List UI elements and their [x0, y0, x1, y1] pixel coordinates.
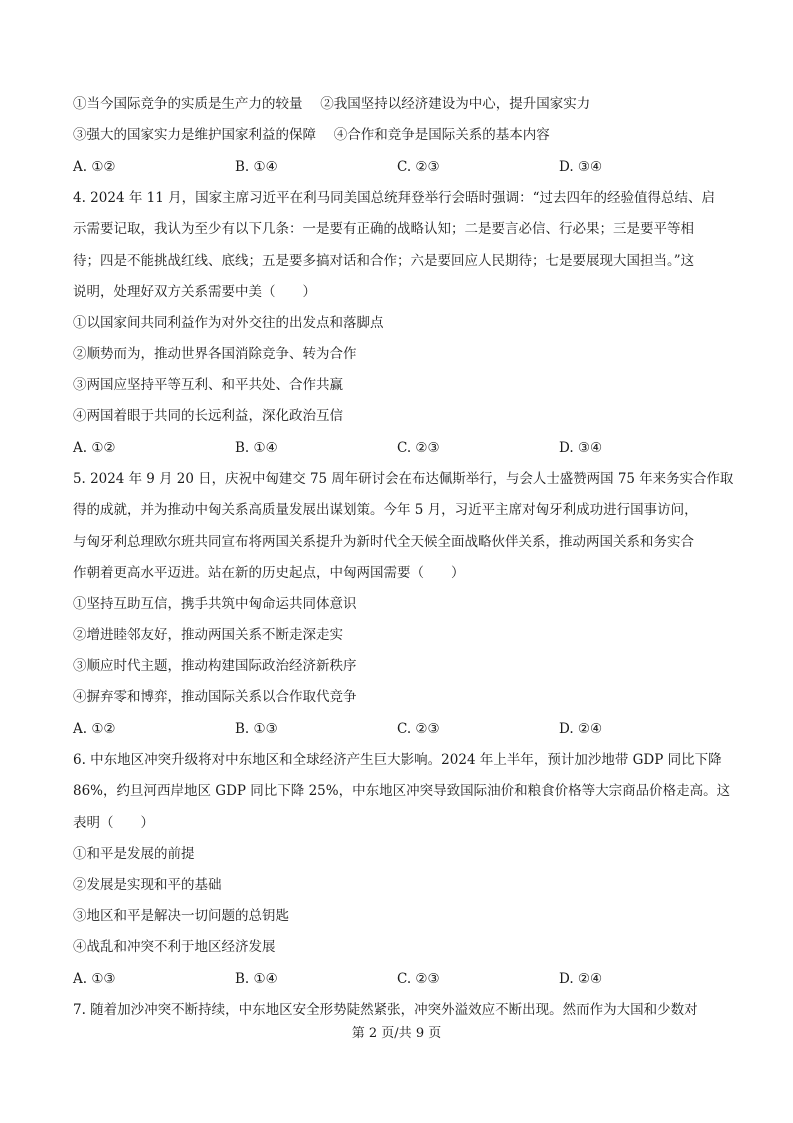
- q6-option-a[interactable]: A. ①③: [73, 971, 116, 987]
- q4-option-d[interactable]: D. ③④: [559, 440, 603, 456]
- q6-option-d[interactable]: D. ②④: [559, 971, 603, 987]
- q4-stem-line-4: 说明，处理好双方关系需要中美（ ）: [73, 284, 316, 300]
- q5-stem-line-3: 与匈牙利总理欧尔班共同宣布将两国关系提升为新时代全天候全面战略伙伴关系，推动两国关系和务实合: [73, 534, 694, 550]
- q5-stem-line-2: 得的成就，并为推动中匈关系高质量发展出谋划策。今年 5 月，习近平主席对匈牙利成功进行国事访问，: [73, 502, 698, 518]
- q3-option-a[interactable]: A. ①②: [73, 159, 116, 175]
- q3-option-c[interactable]: C. ②③: [397, 159, 440, 175]
- page-footer: 第 2 页/共 9 页: [351, 1026, 442, 1041]
- q6-statement-1: ①和平是发展的前提: [73, 846, 195, 862]
- q5-statement-2: ②增进睦邻友好，推动两国关系不断走深走实: [73, 627, 343, 643]
- q3-option-d[interactable]: D. ③④: [559, 159, 603, 175]
- q4-option-a[interactable]: A. ①②: [73, 440, 116, 456]
- q3-statement-3-4: ③强大的国家实力是维护国家利益的保障 ④合作和竞争是国际关系的基本内容: [73, 127, 550, 143]
- q5-stem-line-1: 5. 2024 年 9 月 20 日，庆祝中匈建交 75 周年研讨会在布达佩斯举行，与会人士盛赞两国 75 年来务实合作取: [73, 471, 734, 487]
- q6-statement-3: ③地区和平是解决一切问题的总钥匙: [73, 908, 289, 924]
- q4-statement-1: ①以国家间共同利益作为对外交往的出发点和落脚点: [73, 315, 384, 331]
- q4-stem-line-3: 待；四是不能挑战红线、底线；五是要多搞对话和合作；六是要回应人民期待；七是要展现大国担当。”这: [73, 253, 695, 269]
- q6-option-b[interactable]: B. ①④: [235, 971, 278, 987]
- q6-options: [73, 970, 733, 988]
- q3-option-b[interactable]: B. ①④: [235, 159, 278, 175]
- q6-stem-line-2: 86%，约旦河西岸地区 GDP 同比下降 25%，中东地区冲突导致国际油价和粮食价格等大宗商品价格走高。这: [73, 783, 731, 799]
- q4-options: [73, 439, 733, 457]
- q6-statement-4: ④战乱和冲突不利于地区经济发展: [73, 939, 276, 955]
- q5-option-c[interactable]: C. ②③: [397, 721, 440, 737]
- q5-statement-1: ①坚持互助互信，携手共筑中匈命运共同体意识: [73, 596, 357, 612]
- q5-option-a[interactable]: A. ①②: [73, 721, 116, 737]
- q4-stem-line-2: 示需要记取，我认为至少有以下几条：一是要有正确的战略认知；二是要言必信、行必果；三是要平等相: [73, 221, 694, 237]
- q6-stem-line-1: 6. 中东地区冲突升级将对中东地区和全球经济产生巨大影响。2024 年上半年，预计加沙地带 GDP 同比下降: [73, 752, 722, 768]
- q3-options: [73, 158, 733, 176]
- q5-options: [73, 720, 733, 738]
- q4-statement-2: ②顺势而为，推动世界各国消除竞争、转为合作: [73, 346, 357, 362]
- q5-statement-4: ④摒弃零和博弈，推动国际关系以合作取代竞争: [73, 689, 357, 705]
- q7-stem-line-1: 7. 随着加沙冲突不断持续，中东地区安全形势陡然紧张，冲突外溢效应不断出现。然而作为大国和少数对: [73, 1002, 698, 1018]
- q5-stem-line-4: 作朝着更高水平迈进。站在新的历史起点，中匈两国需要（ ）: [73, 565, 465, 581]
- q5-option-d[interactable]: D. ②④: [559, 721, 603, 737]
- q4-stem-line-1: 4. 2024 年 11 月，国家主席习近平在利马同美国总统拜登举行会晤时强调：“过去四年的经验值得总结、启: [73, 190, 715, 206]
- q5-statement-3: ③顺应时代主题，推动构建国际政治经济新秩序: [73, 658, 357, 674]
- q4-option-b[interactable]: B. ①④: [235, 440, 278, 456]
- q4-statement-3: ③两国应坚持平等互利、和平共处、合作共赢: [73, 377, 343, 393]
- q5-option-b[interactable]: B. ①③: [235, 721, 278, 737]
- q4-option-c[interactable]: C. ②③: [397, 440, 440, 456]
- q4-statement-4: ④两国着眼于共同的长远利益，深化政治互信: [73, 408, 343, 424]
- q6-stem-line-3: 表明（ ）: [73, 815, 154, 831]
- q3-statement-1-2: ①当今国际竞争的实质是生产力的较量 ②我国坚持以经济建设为中心，提升国家实力: [73, 96, 591, 112]
- q6-option-c[interactable]: C. ②③: [397, 971, 440, 987]
- q6-statement-2: ②发展是实现和平的基础: [73, 877, 222, 893]
